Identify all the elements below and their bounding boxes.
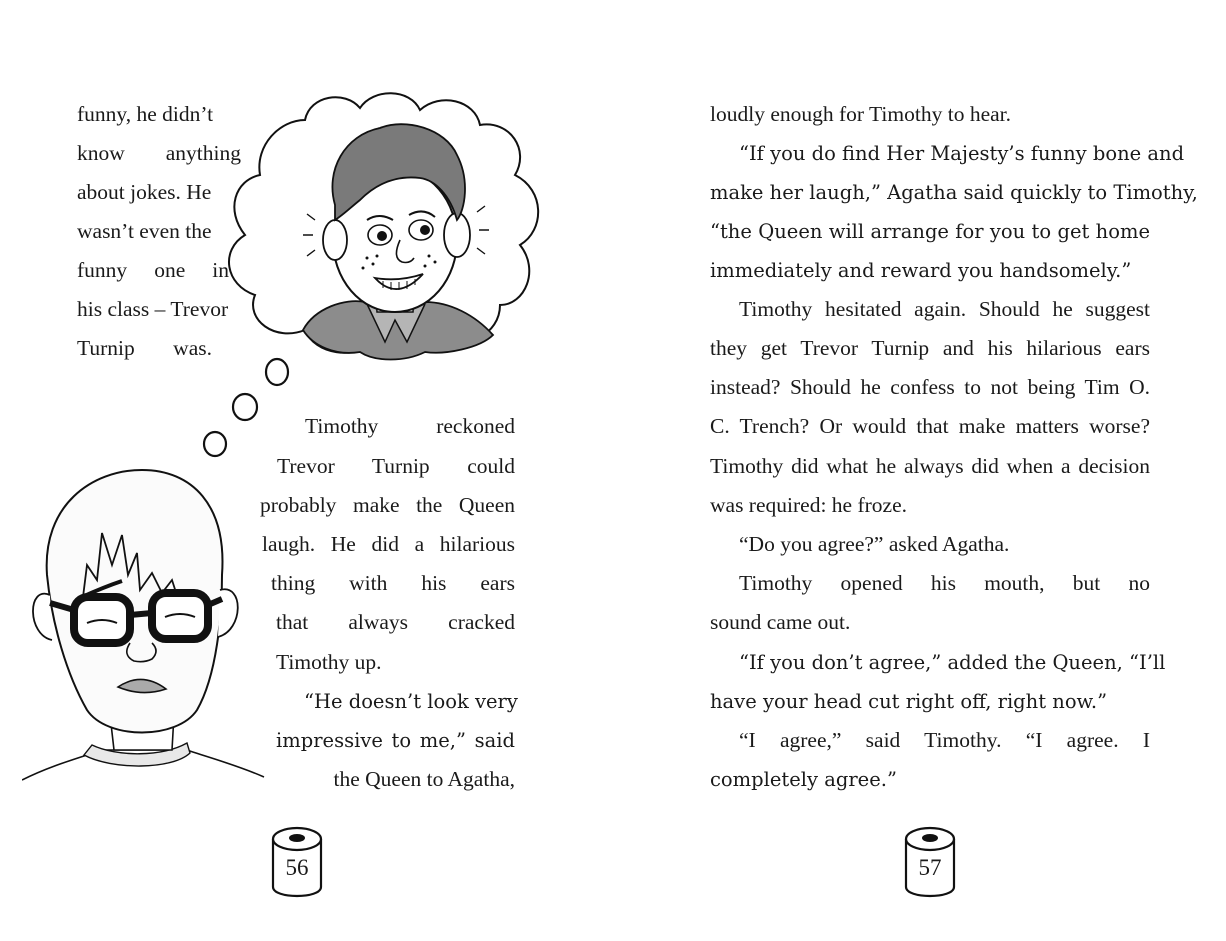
text-line: Timothy did what he always did when a decision [710,454,1150,478]
text-line: completely agree.” [710,768,897,791]
text-line: thing with his ears [271,571,515,595]
text-line: C. Trench? Or would that make matters worse? [710,414,1150,438]
page-number-56 [270,825,324,899]
text-line: Timothy up. [276,650,382,674]
text-line: immediately and reward you handsomely.” [710,259,1132,282]
text-line: the Queen to Agatha, [333,767,515,791]
text-line: his class – Trevor [77,297,229,321]
text-line: Trevor Turnip could [277,454,515,478]
text-line: “I agree,” said Timothy. “I agree. I [739,728,1150,752]
page-number-text: 57 [918,855,942,880]
right-page [613,0,1226,941]
text-line: “the Queen will arrange for you to get home [710,220,1150,243]
text-line: was required: he froze. [710,493,907,517]
timothy-illustration [22,465,267,790]
text-line: loudly enough for Timothy to hear. [710,102,1011,126]
text-line: impressive to me,” said [276,729,515,752]
text-line: “He doesn’t look very [304,690,518,713]
page-number-text: 56 [285,855,309,880]
text-line: Timothy hesitated again. Should he suggest [739,297,1150,321]
text-line: “If you do find Her Majesty’s funny bone and [739,142,1185,165]
text-line: sound came out. [710,610,851,634]
text-line: make her laugh,” Agatha said quickly to Timothy, [710,181,1198,204]
text-line: laugh. He did a hilarious [262,532,515,556]
text-line: they get Trevor Turnip and his hilarious ears [710,336,1150,360]
text-line: instead? Should he confess to not being Tim O. [710,375,1150,399]
text-line: probably make the Queen [260,493,515,517]
text-line: know anything [77,141,241,165]
thought-bubble-illustration [195,80,565,460]
text-line: funny one in [77,258,229,282]
page-number-57 [903,825,957,899]
text-line: Timothy reckoned [305,414,515,438]
text-line: “Do you agree?” asked Agatha. [739,532,1010,556]
text-line: Timothy opened his mouth, but no [739,571,1150,595]
text-line: wasn’t even the [77,219,212,243]
text-line: have your head cut right off, right now.” [710,690,1108,713]
text-line: “If you don’t agree,” added the Queen, “I’ll [739,651,1166,674]
text-line: that always cracked [276,610,515,634]
text-line: funny, he didn’t [77,102,214,126]
text-line: Turnip was. [77,336,212,360]
text-line: about jokes. He [77,180,212,204]
